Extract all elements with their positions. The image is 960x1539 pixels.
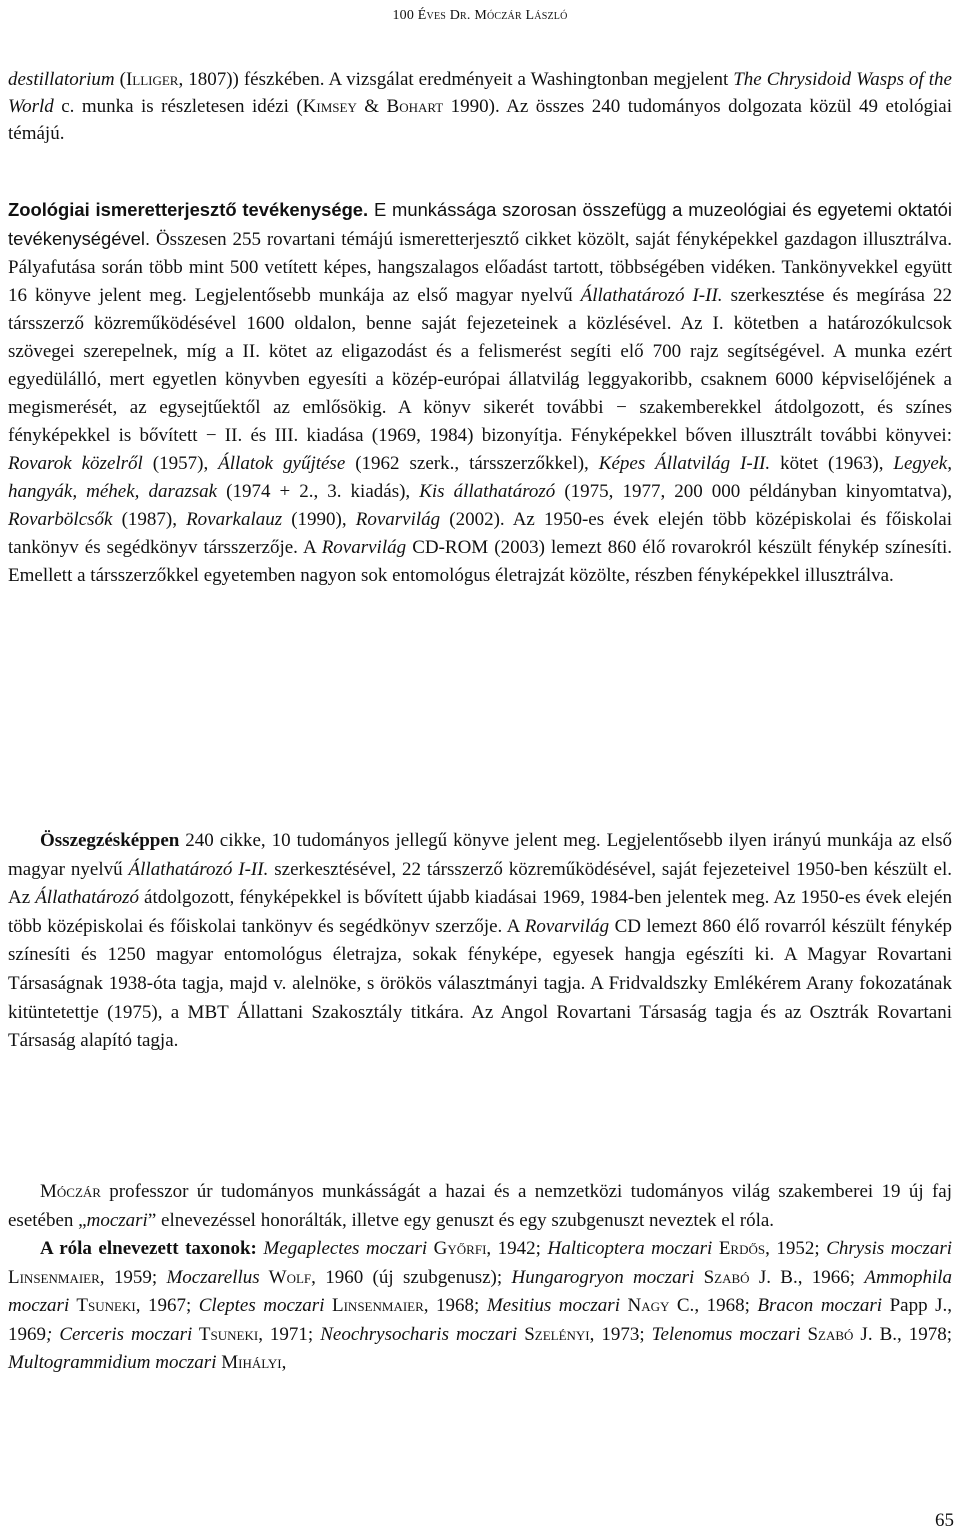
text-span: szerkesztésével, 22 társszerző közreműködésével, saját fejezeteivel 1950-ben készült el. Az bbox=[8, 858, 952, 909]
header-dr: Dr. bbox=[446, 8, 475, 23]
taxon-epithet: moczari bbox=[86, 1209, 148, 1231]
text-span: , 1973; bbox=[589, 1323, 652, 1345]
paragraph-zoologiai bbox=[8, 196, 952, 590]
text-span: , 1978; bbox=[897, 1323, 953, 1345]
taxon-name: ; Cerceris moczari bbox=[46, 1323, 193, 1345]
author-name: Nagy C. bbox=[619, 1295, 695, 1316]
taxon-name: Chrysis moczari bbox=[826, 1238, 952, 1259]
book-title: Rovarvilág bbox=[321, 537, 407, 558]
taxon-name: Telenomus moczari bbox=[651, 1323, 801, 1345]
text-span: (1957), bbox=[142, 453, 219, 474]
book-title: Képes Állatvilág I-II. bbox=[598, 453, 771, 474]
running-header bbox=[0, 8, 960, 24]
taxon-name: Mesitius moczari bbox=[486, 1295, 620, 1316]
text-span: (2002). Az 1950-es évek elején több középiskolai és főiskolai tankönyv és segédkönyv társszerzője. A bbox=[8, 509, 953, 558]
author-name: Tsuneki bbox=[192, 1323, 259, 1345]
author-name: Szelényi bbox=[517, 1323, 590, 1345]
book-title: Rovarvilág bbox=[524, 915, 610, 937]
text-span: professzor úr tudományos munkásságát a hazai és a nemzetközi tudományos világ szakemberei 19 új faj esetében „ bbox=[8, 1181, 952, 1231]
book-title: Kis állathatározó bbox=[419, 481, 556, 502]
book-title: Legyek, hangyák, méhek, darazsak bbox=[8, 453, 952, 502]
author-name: Wolf bbox=[259, 1266, 312, 1288]
taxon-name: Neochrysocharis moczari bbox=[320, 1323, 518, 1345]
text-span: (1974 + 2., 3. kiadás), bbox=[217, 481, 420, 502]
taxon-name: Ammophila moczari bbox=[8, 1266, 952, 1316]
text-span: , 1968; bbox=[423, 1295, 487, 1316]
author-name: Erdős bbox=[712, 1238, 766, 1259]
text-span: átdolgozott, fényképekkel is bővített újabb kiadásai 1969, 1984-ben jelentek meg. Az 1950-es évek elején több középiskolai és főiskolai tankönyv és segédkönyv szerzője. A bbox=[8, 887, 952, 937]
text-span: 1990). Az összes 240 tudományos dolgozata közül 49 etológiai témájú. bbox=[8, 96, 952, 144]
author-name: Linsenmaier bbox=[8, 1266, 100, 1288]
paragraph-moczar-honors bbox=[8, 1178, 952, 1378]
text-span: , 1966; bbox=[797, 1266, 865, 1288]
author-name: Illiger bbox=[125, 69, 179, 90]
text-span: c. munka is részletesen idézi ( bbox=[53, 96, 303, 117]
text-span: 240 cikke, 10 tudományos jellegű könyve jelent meg. Legjelentősebb ilyen irányú munkája az első magyar nyelvű bbox=[8, 830, 952, 880]
text-span: Összesen 255 rovartani témájú ismeretterjesztő cikket közölt, saját fényképekkel gazdagon illusztrálva. Pályafutása során több mint 500 vetített képes, hangszalagos előadást tartott, többségében vidéken. Tankönyvekkel együtt 16 könyve jelent meg. Legjelentősebb munkája az első magyar nyelvű bbox=[8, 229, 952, 306]
book-title: Állathatározó bbox=[35, 887, 140, 909]
text-span: szerkesztése és megírása 22 társszerző közreműködésével 1600 oldalon, benne saját fejezeteinek a közlésével. Az I. kötetben a határozókulcsok szövegei szerepelnek, míg a II. kötet az eligazodást és a felismerést segíti elő 700 rajz segítségével. A munka ezért egyedülálló, mert egyetlen könyvben egyesíti a közép-európai állatvilág leggyakoribb, csaknem 6000 képviselőjének a megismerését, az egysejtűektől az emlősökig. A könyv sikerét további − szakemberekkel átdolgozott, és színes fényképekkel is bővített − II. és III. kiadása (1969, 1984) bizonyítja. Fényképekkel bőven illusztrált további könyvei: bbox=[8, 285, 952, 446]
section-heading: A róla elnevezett taxonok: bbox=[40, 1238, 257, 1259]
text-span: E munkássága szorosan összefügg a muzeológiai és egyetemi oktatói tevékenységével. bbox=[8, 199, 952, 249]
taxon-name: Multogrammidium moczari bbox=[8, 1352, 217, 1373]
text-span: ” elnevezéssel honorálták, illetve egy genuszt és egy szubgenuszt neveztek el róla. bbox=[147, 1209, 775, 1231]
text-span: CD lemezt 860 élő rovarról készült fénykép színesíti és 1250 magyar entomológus életrajza, sokak fényképe, egyesek hangja egészíti ki. A Magyar Rovartani Társaságnak 1938-óta tagja, majd v. alelnöke, s örökös választmányi tagja. A Fridvaldszky Emlékérem Arany fokozatának kitüntetettje (1975), a MBT Állattani Szakosztály titkára. Az Angol Rovartani Társaság tagja és az Osztrák Rovartani Társaság alapító tagja. bbox=[8, 915, 952, 1052]
author-name: Tsuneki bbox=[69, 1295, 136, 1316]
text-span: & bbox=[356, 96, 387, 117]
author-name: Linsenmaier bbox=[324, 1295, 424, 1316]
book-title: Állathatározó I-II. bbox=[128, 858, 269, 880]
author-name: Szabó J. B. bbox=[694, 1266, 798, 1288]
paragraph-osszegzes bbox=[8, 827, 952, 1056]
author-name: Kimsey bbox=[302, 96, 357, 117]
author-name: Győrfi bbox=[427, 1238, 487, 1259]
text-span: (1962 szerk., társszerzőkkel), bbox=[345, 453, 599, 474]
author-name: Mihályi bbox=[216, 1352, 282, 1373]
book-title: Rovarbölcsők bbox=[8, 509, 113, 530]
text-span: , 1971; bbox=[258, 1323, 321, 1345]
book-title: Rovarkalauz bbox=[186, 509, 283, 530]
page-number: 65 bbox=[935, 1510, 954, 1531]
taxon-name: Megaplectes moczari bbox=[256, 1238, 428, 1259]
text-span: (1975, 1977, 200 000 példányban kinyomtatva), bbox=[555, 481, 952, 502]
taxon-name: Hungarogryon moczari bbox=[511, 1266, 695, 1288]
text-span: (1990), bbox=[282, 509, 356, 530]
text-span: , 1969 bbox=[8, 1295, 952, 1345]
author-name: Móczár bbox=[40, 1181, 101, 1202]
text-span: (1987), bbox=[112, 509, 187, 530]
taxon-name: Cleptes moczari bbox=[198, 1295, 325, 1316]
book-title: Rovarok közelről bbox=[8, 453, 143, 474]
text-span: , 1968; bbox=[694, 1295, 758, 1316]
text-span: destillatorium bbox=[8, 69, 115, 90]
text-span: , 1807)) fészkében. A vizsgálat eredményeit a Washingtonban megjelent bbox=[178, 69, 734, 90]
section-heading: Zoológiai ismeretterjesztő tevékenysége. bbox=[8, 199, 369, 220]
author-name: Papp J. bbox=[882, 1295, 948, 1316]
header-name: Móczár László bbox=[474, 8, 568, 23]
taxon-name: Moczarellus bbox=[166, 1266, 260, 1288]
text-span: kötet (1963), bbox=[770, 453, 894, 474]
text-span: , 1952; bbox=[765, 1238, 827, 1259]
author-name: Bohart bbox=[386, 96, 444, 117]
text-span: , 1942; bbox=[486, 1238, 548, 1259]
text-span: ( bbox=[114, 69, 126, 90]
author-name: Szabó J. B. bbox=[800, 1323, 897, 1345]
header-evs: Éves bbox=[417, 8, 447, 23]
taxon-name: Halticoptera moczari bbox=[547, 1238, 713, 1259]
book-title: The Chrysidoid Wasps of the World bbox=[8, 69, 952, 117]
text-span: , 1960 (új szubgenusz); bbox=[311, 1266, 512, 1288]
taxon-name: Bracon moczari bbox=[757, 1295, 883, 1316]
book-title: Állathatározó I-II. bbox=[580, 285, 723, 306]
text-span: , 1967; bbox=[135, 1295, 199, 1316]
section-heading: Összegzésképpen bbox=[40, 830, 180, 851]
book-title: Állatok gyűjtése bbox=[218, 453, 346, 474]
paragraph-destillatorium bbox=[8, 66, 952, 147]
text-span: CD-ROM (2003) lemezt 860 élő rovarokról készült fénykép színesíti. Emellett a társszerzőkkel egyetemben nagyon sok entomológus életrajzát közölte, részben fényképekkel illusztrálva. bbox=[8, 537, 952, 586]
header-prefix: 100 bbox=[392, 8, 418, 23]
text-span: , 1959; bbox=[99, 1266, 167, 1288]
text-span: , bbox=[281, 1352, 287, 1373]
book-title: Rovarvilág bbox=[355, 509, 441, 530]
